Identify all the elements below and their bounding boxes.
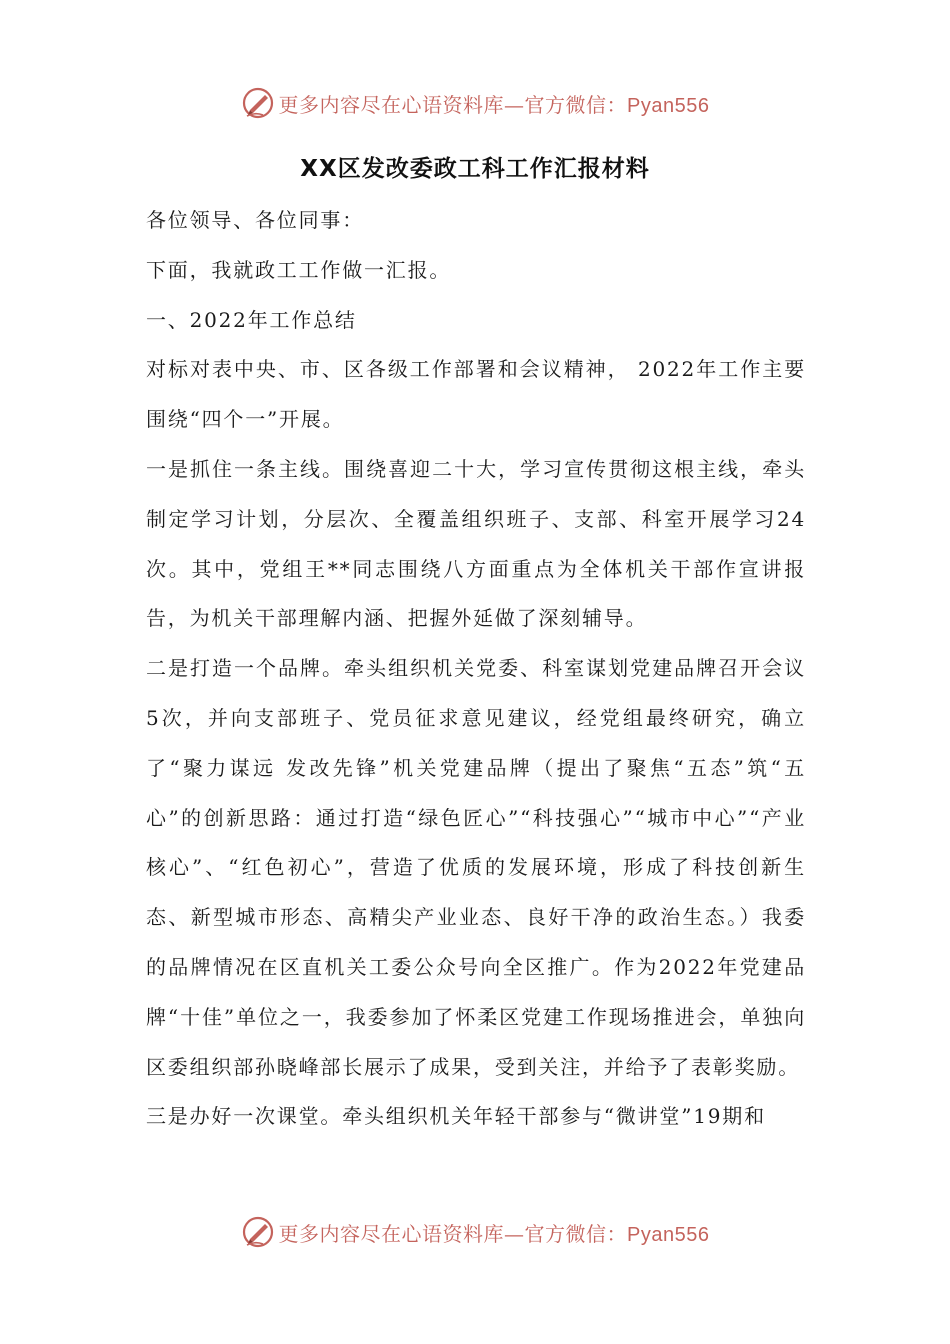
- watermark-header: [0, 83, 950, 123]
- paragraph-classroom: 三是办好一次课堂。牵头组织机关年轻干部参与“微讲堂”19期和: [146, 1104, 766, 1129]
- watermark-text: 更多内容尽在心语资料库—官方微信：Pyan556: [278, 1221, 710, 1246]
- paragraph-main-line: 一是抓住一条主线。围绕喜迎二十大，学习宣传贯彻这根主线，牵头制定学习计划，分层次、全覆盖组织班子、支部、科室开展学习24次。其中，党组王**同志围绕八方面重点为全体机关干部作宣讲报告，为机关干部理解内涵、把握外延做了深刻辅导。: [146, 456, 806, 631]
- document-title: XX区发改委政工科工作汇报材料: [300, 156, 650, 182]
- watermark-wechat-id: Pyan556: [627, 94, 710, 117]
- pen-logo-icon: [241, 86, 275, 120]
- watermark-text: 更多内容尽在心语资料库—官方微信：Pyan556: [278, 92, 710, 117]
- paragraph-brand: 二是打造一个品牌。牵头组织机关党委、科室谋划党建品牌召开会议5次，并向支部班子、党员征求意见建议，经党组最终研究，确立了“聚力谋远 发改先锋”机关党建品牌（提出了聚焦“五态”筑“五心”的创新思路：通过打造“绿色匠心”“科技强心”“城市中心”“产业核心”、“红色初心”，营造了优质的发展环境，形成了科技创新生态、新型城市形态、高精尖产业业态、良好干净的政治生态。）我委的品牌情况在区直机关工委公众号向全区推广。作为2022年党建品牌“十佳”单位之一，我委参加了怀柔区党建工作现场推进会，单独向区委组织部孙晓峰部长展示了成果，受到关注，并给予了表彰奖励。: [146, 656, 806, 1079]
- watermark-footer: [0, 1212, 950, 1252]
- paragraph-salutation: 各位领导、各位同事：: [146, 208, 364, 232]
- pen-logo-icon: [241, 1215, 275, 1249]
- document-body: [146, 196, 806, 1142]
- paragraph-overview: 对标对表中央、市、区各级工作部署和会议精神， 2022年工作主要围绕“四个一”开展。: [146, 357, 806, 432]
- watermark-wechat-id: Pyan556: [627, 1223, 710, 1246]
- paragraph-intro: 下面，我就政工工作做一汇报。: [146, 257, 452, 282]
- section-heading: 一、2022年工作总结: [146, 307, 357, 332]
